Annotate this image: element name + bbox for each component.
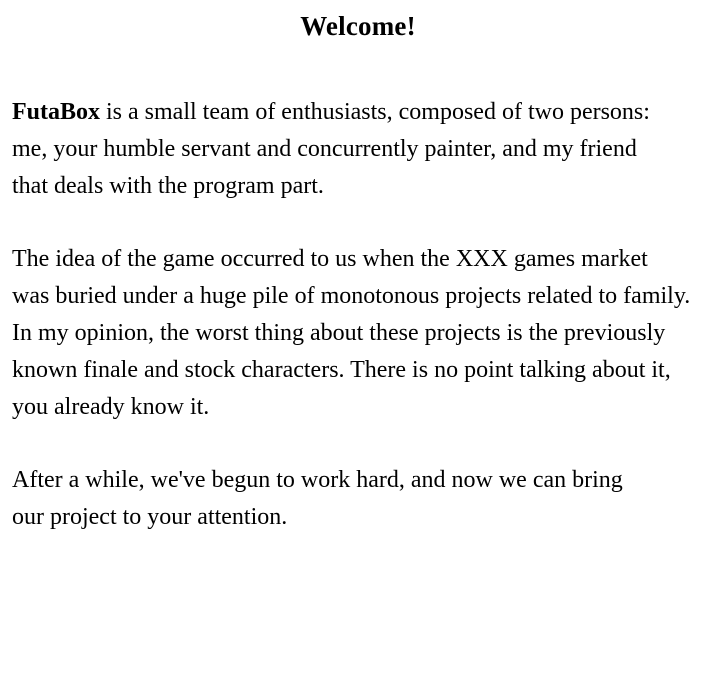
paragraph-intro xyxy=(12,94,704,205)
paragraph-idea-line-3: In my opinion, the worst thing about these projects is the previously xyxy=(12,319,666,346)
paragraph-idea-line-2: was buried under a huge pile of monotonous projects related to family. xyxy=(12,282,691,309)
paragraph-idea xyxy=(12,241,704,426)
brand-name: FutaBox xyxy=(12,98,101,125)
paragraph-intro-line-3: that deals with the program part. xyxy=(12,172,324,199)
paragraph-intro-line-2: me, your humble servant and concurrently painter, and my friend xyxy=(12,135,637,162)
paragraph-closing-line-1: After a while, we've begun to work hard, and now we can bring xyxy=(12,466,623,493)
page-title: Welcome! xyxy=(300,11,416,41)
paragraph-intro-line-1: is a small team of enthusiasts, composed of two persons: xyxy=(100,98,650,125)
paragraph-closing-line-2: our project to your attention. xyxy=(12,503,288,530)
paragraph-closing xyxy=(12,462,704,536)
paragraph-idea-line-5: you already know it. xyxy=(12,393,210,420)
paragraph-idea-line-4: known finale and stock characters. There is no point talking about it, xyxy=(12,356,671,383)
paragraph-idea-line-1: The idea of the game occurred to us when the XXX games market xyxy=(12,245,648,272)
document-page xyxy=(0,12,716,675)
